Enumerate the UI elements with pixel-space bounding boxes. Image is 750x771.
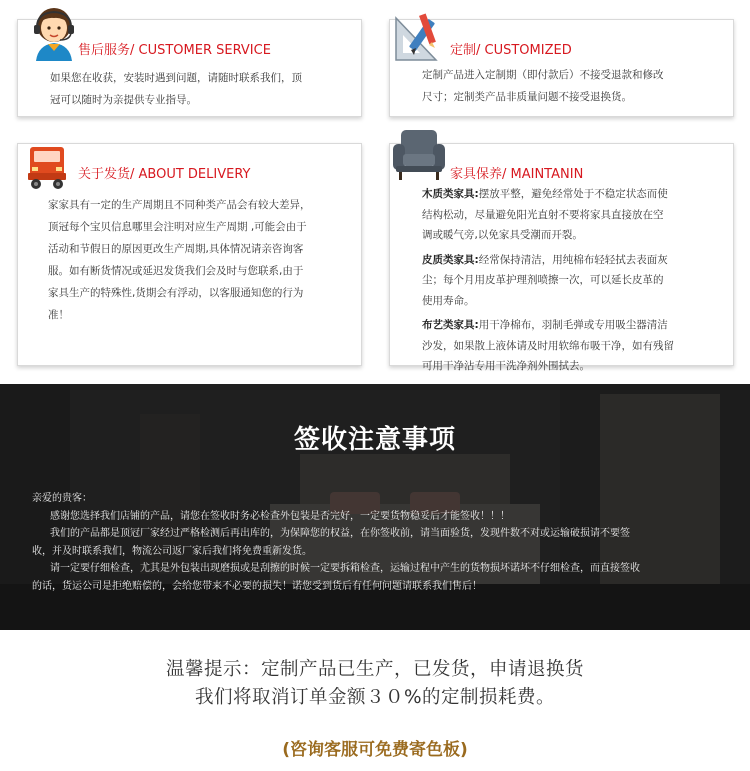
body-text: 用干净棉布，羽制毛弹或专用吸尘器清洁 xyxy=(478,319,668,331)
body-line xyxy=(422,315,727,336)
notice-line: 感谢您选择我们店铺的产品，请您在签收时务必检查外包装是否完好，一定要货物稳妥后才能签收！！！ xyxy=(50,510,510,522)
leather-care-label: 皮质类家具: xyxy=(422,253,479,266)
maintenance-card xyxy=(389,143,734,372)
sofa-chair-icon xyxy=(390,126,448,182)
body-line: 服。如有断货情况或延迟发货我们会及时与您联系,由于 xyxy=(48,265,304,277)
customer-service-avatar-icon xyxy=(30,5,78,61)
card-body xyxy=(48,194,354,326)
delivery-card xyxy=(17,143,362,366)
body-line: 结构松动，尽量避免阳光直射不要将家具直接放在空 xyxy=(422,208,664,221)
notice-title: 签收注意事项 xyxy=(293,425,456,455)
body-line: 可用干净沾专用干洗净剂外围拭去。 xyxy=(422,360,590,372)
fabric-care-label: 布艺类家具: xyxy=(422,319,479,331)
wood-care-label: 木质类家具: xyxy=(422,188,479,200)
body-line: 准！ xyxy=(48,309,69,321)
body-line: 冠可以随时为亲提供专业指导。 xyxy=(50,94,197,106)
body-line: 尘；每个月用皮革护理剂喷擦一次，可以延长皮革的 xyxy=(422,274,664,286)
body-line xyxy=(422,250,727,271)
card-body xyxy=(50,67,350,111)
free-color-sample-note: (咨询客服可免费寄色板) xyxy=(282,740,468,760)
body-line: 活动和节假日的原因更改生产周期,具体情况请亲咨询客 xyxy=(48,243,304,255)
drafting-tools-icon xyxy=(392,12,444,64)
fabric-care-paragraph xyxy=(422,315,727,377)
card-body xyxy=(422,184,727,381)
body-line: 使用寿命。 xyxy=(422,294,475,307)
notice-line: 的话，货运公司是拒绝赔偿的，会给您带来不必要的损失！诺您受到货后有任何问题请联系我们售后！ xyxy=(32,580,482,592)
notice-line: 收，并及时联系我们，物流公司返厂家后我们将免费重新发货。 xyxy=(32,545,312,557)
customized-card xyxy=(389,19,734,117)
body-line: 调或暖气旁,以免家具受潮而开裂。 xyxy=(422,229,583,241)
body-line: 顶冠每个宝贝信息哪里会注明对应生产周期 ,可能会由于 xyxy=(48,221,307,233)
warm-tips xyxy=(0,656,750,760)
notice-greeting: 亲爱的贵客： xyxy=(32,493,92,504)
body-line: 家具生产的特殊性,货期会有浮动，以客服通知您的行为 xyxy=(48,287,304,299)
body-text: 经常保持清洁，用纯棉布轻轻拭去表面灰 xyxy=(478,253,668,266)
body-line: 如果您在收获，安装时遇到问题，请随时联系我们，顶 xyxy=(50,72,302,84)
customer-service-card xyxy=(17,19,362,117)
wood-care-paragraph xyxy=(422,184,727,246)
card-title: 家具保养/ MAINTANIN xyxy=(450,167,584,182)
notice-body xyxy=(32,490,748,596)
body-line: 沙发，如果散上液体请及时用软绵布吸干净，如有残留 xyxy=(422,339,674,352)
body-line: 家家具有一定的生产周期且不同种类产品会有较大差异， xyxy=(48,199,311,211)
notice-line: 请一定要仔细检查，尤其是外包装出现磨损或是刮擦的时候一定要拆箱检查，运输过程中产生的货物损坏诺坏不仔细检查，而直接签收 xyxy=(50,563,640,575)
body-text: 摆放平整，避免经常处于不稳定状态而使 xyxy=(478,188,668,200)
card-title: 售后服务/ CUSTOMER SERVICE xyxy=(78,43,271,58)
card-body xyxy=(422,64,722,108)
body-line: 尺寸；定制类产品非质量问题不接受退换货。 xyxy=(422,91,632,103)
body-line: 定制产品进入定制期（即付款后）不接受退款和修改 xyxy=(422,69,664,81)
signing-notice-banner xyxy=(0,384,750,630)
card-title: 定制/ CUSTOMIZED xyxy=(450,43,572,58)
notice-line: 我们的产品都是顶冠厂家经过严格检测后再出库的，为保障您的权益，在你签收前，请当面验货，发现件数不对或运输破损请不要签 xyxy=(50,528,630,540)
tip-line-2: 我们将取消订单金额３０%的定制损耗费。 xyxy=(194,687,556,708)
delivery-truck-icon xyxy=(25,143,69,191)
tip-line-1: 温馨提示：定制产品已生产，已发货，申请退换货 xyxy=(165,659,584,680)
leather-care-paragraph xyxy=(422,250,727,312)
card-title: 关于发货/ ABOUT DELIVERY xyxy=(78,167,251,182)
body-line xyxy=(422,184,727,205)
